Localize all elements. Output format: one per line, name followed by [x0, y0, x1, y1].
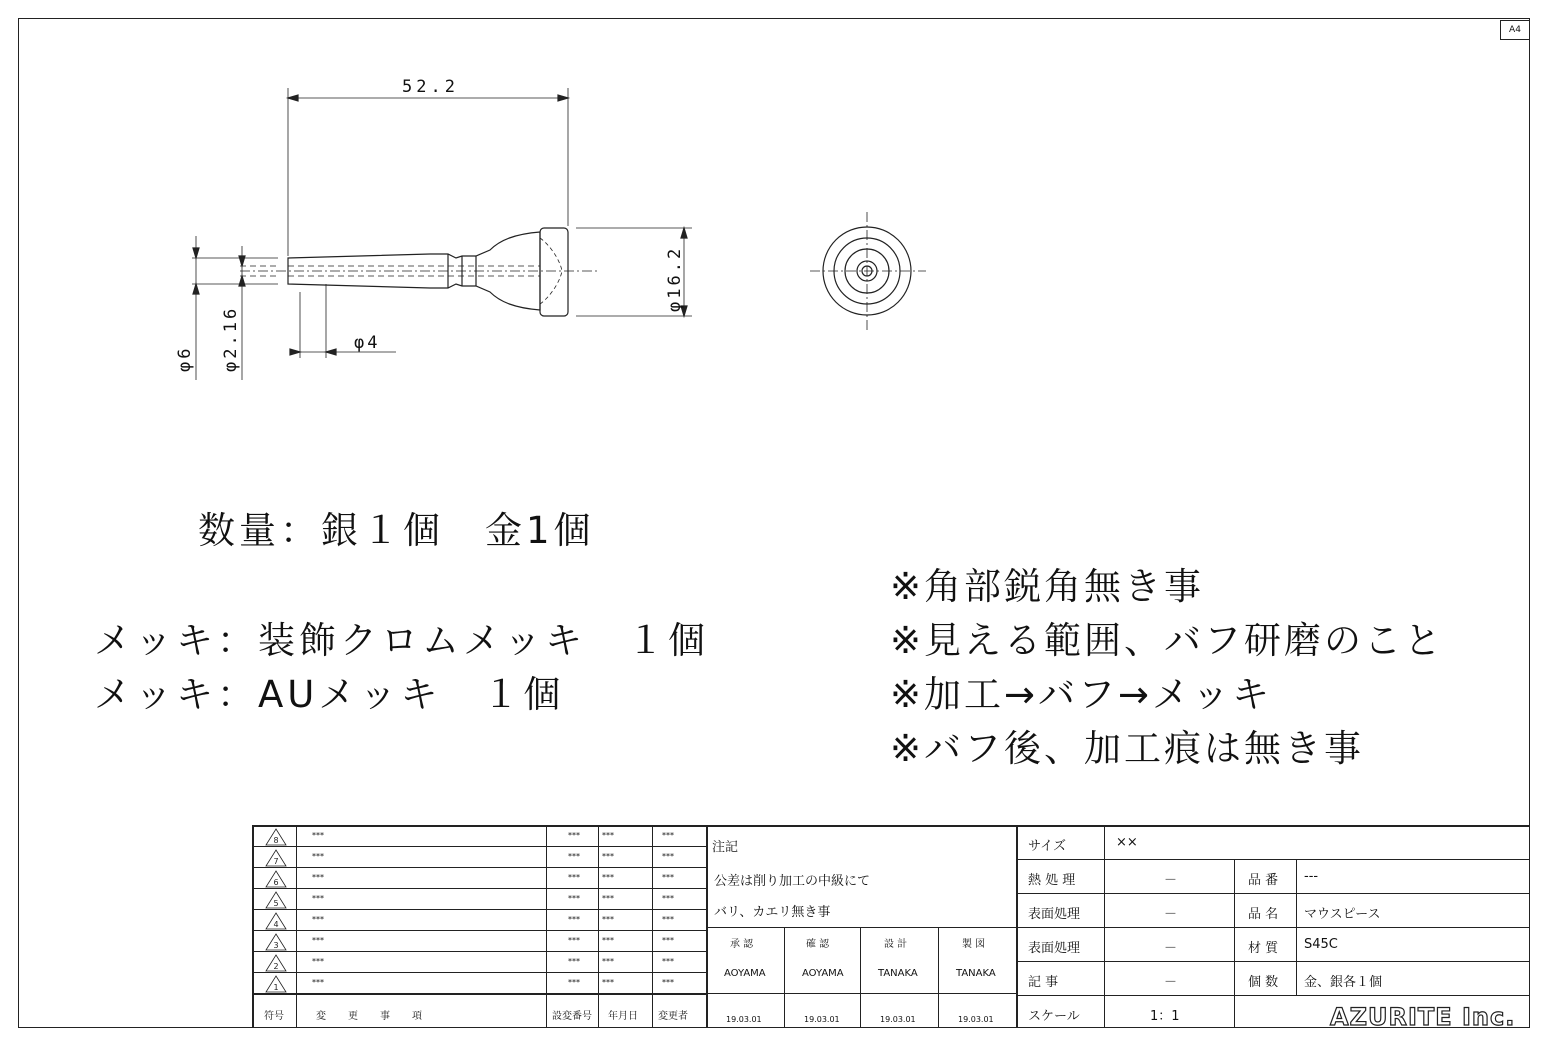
spec-value-size: ×× [1116, 835, 1138, 850]
rev-by-7: *** [662, 852, 674, 861]
note-right-3: ※加工→バフ→メッキ [890, 673, 1273, 716]
rev-header-item: 変 更 事 項 [316, 1011, 428, 1022]
rev-date-4: *** [602, 915, 614, 924]
rev-sym-7: 7 [273, 857, 279, 866]
rev-num-2: *** [568, 957, 580, 966]
rev-num-8: *** [568, 831, 580, 840]
rev-item-8: *** [312, 831, 324, 840]
rev-item-1: *** [312, 978, 324, 987]
rev-item-4: *** [312, 915, 324, 924]
approval-role-3: 設 計 [884, 939, 908, 950]
remarks-line-2: バリ、カエリ無き事 [714, 905, 831, 920]
part-label-number: 品 番 [1248, 873, 1279, 888]
rev-header-sym: 符号 [264, 1011, 284, 1022]
spec-value-surface-1: － [1164, 907, 1178, 922]
rev-date-1: *** [602, 978, 614, 987]
note-right-4: ※バフ後、加工痕は無き事 [890, 727, 1365, 770]
rev-header-by: 変更者 [658, 1011, 688, 1022]
rev-num-7: *** [568, 852, 580, 861]
rev-item-6: *** [312, 873, 324, 882]
title-block [252, 825, 1530, 1028]
note-quantity: 数量：銀１個 金1個 [198, 509, 595, 552]
spec-label-scale: スケール [1028, 1009, 1080, 1024]
part-value-material: S45C [1304, 937, 1338, 952]
rev-date-6: *** [602, 873, 614, 882]
rev-num-6: *** [568, 873, 580, 882]
approval-date-2: 19.03.01 [804, 1015, 840, 1024]
note-right-1: ※角部鋭角無き事 [890, 565, 1205, 608]
spec-label-surface-2: 表面処理 [1028, 941, 1081, 956]
spec-label-heat: 熱 処 理 [1028, 873, 1076, 888]
rev-date-7: *** [602, 852, 614, 861]
approval-role-2: 確 認 [806, 939, 830, 950]
rev-sym-1: 1 [273, 983, 279, 992]
rev-date-3: *** [602, 936, 614, 945]
part-label-name: 品 名 [1248, 907, 1279, 922]
rev-by-5: *** [662, 894, 674, 903]
dim-tip-dia: φ4 [354, 333, 381, 353]
rev-sym-3: 3 [273, 941, 279, 950]
spec-label-article: 記 事 [1028, 975, 1059, 990]
rev-item-2: *** [312, 957, 324, 966]
spec-value-surface-2: － [1164, 941, 1178, 956]
note-right-2: ※見える範囲、バフ研磨のこと [890, 619, 1445, 662]
rev-date-5: *** [602, 894, 614, 903]
remarks-label: 注記 [712, 840, 739, 855]
rev-item-7: *** [312, 852, 324, 861]
rev-num-1: *** [568, 978, 580, 987]
rev-by-1: *** [662, 978, 674, 987]
rev-sym-6: 6 [273, 878, 279, 887]
revision-symbols [264, 827, 288, 995]
rev-header-date: 年月日 [608, 1011, 638, 1022]
part-value-number: --- [1304, 869, 1319, 884]
rev-header-num: 設変番号 [552, 1011, 592, 1022]
approval-name-4: TANAKA [956, 968, 996, 979]
approval-name-1: AOYAMA [724, 968, 766, 979]
rev-by-4: *** [662, 915, 674, 924]
rev-item-5: *** [312, 894, 324, 903]
rev-date-8: *** [602, 831, 614, 840]
rev-by-3: *** [662, 936, 674, 945]
remarks-line-1: 公差は削り加工の中級にて [714, 874, 871, 889]
approval-name-2: AOYAMA [802, 968, 844, 979]
dim-bore-dia: φ2.16 [221, 305, 241, 372]
spec-label-size: サイズ [1028, 839, 1066, 854]
part-value-quantity: 金、銀各１個 [1304, 975, 1383, 990]
rev-item-3: *** [312, 936, 324, 945]
rev-num-5: *** [568, 894, 580, 903]
spec-label-surface-1: 表面処理 [1028, 907, 1081, 922]
dim-head-dia: φ16.2 [665, 245, 685, 312]
rev-num-4: *** [568, 915, 580, 924]
rev-num-3: *** [568, 936, 580, 945]
rev-sym-8: 8 [273, 836, 279, 845]
approval-date-4: 19.03.01 [958, 1015, 994, 1024]
sheet-size-label: A4 [1500, 20, 1530, 40]
approval-name-3: TANAKA [878, 968, 918, 979]
rev-sym-2: 2 [273, 962, 279, 971]
rev-sym-5: 5 [273, 899, 279, 908]
rev-date-2: *** [602, 957, 614, 966]
dim-length: 52.2 [402, 77, 459, 97]
cup-rim [540, 228, 568, 316]
part-label-quantity: 個 数 [1248, 975, 1279, 990]
approval-role-1: 承 認 [730, 939, 754, 950]
approval-role-4: 製 図 [962, 939, 986, 950]
dim-shank-dia: φ6 [175, 345, 195, 372]
rev-by-8: *** [662, 831, 674, 840]
spec-value-heat: － [1164, 873, 1178, 888]
approval-date-1: 19.03.01 [726, 1015, 762, 1024]
approval-date-3: 19.03.01 [880, 1015, 916, 1024]
note-plating-au: メッキ：AUメッキ １個 [94, 673, 565, 716]
spec-value-scale: 1：1 [1150, 1009, 1180, 1024]
part-value-name: マウスピース [1304, 907, 1381, 922]
spec-value-article: － [1164, 975, 1178, 990]
part-label-material: 材 質 [1248, 941, 1279, 956]
company-logo: AZURITE Inc. [1330, 1003, 1516, 1031]
rev-sym-4: 4 [273, 920, 279, 929]
rev-by-6: *** [662, 873, 674, 882]
rev-by-2: *** [662, 957, 674, 966]
note-plating-chrome: メッキ：装飾クロムメッキ １個 [94, 619, 709, 662]
